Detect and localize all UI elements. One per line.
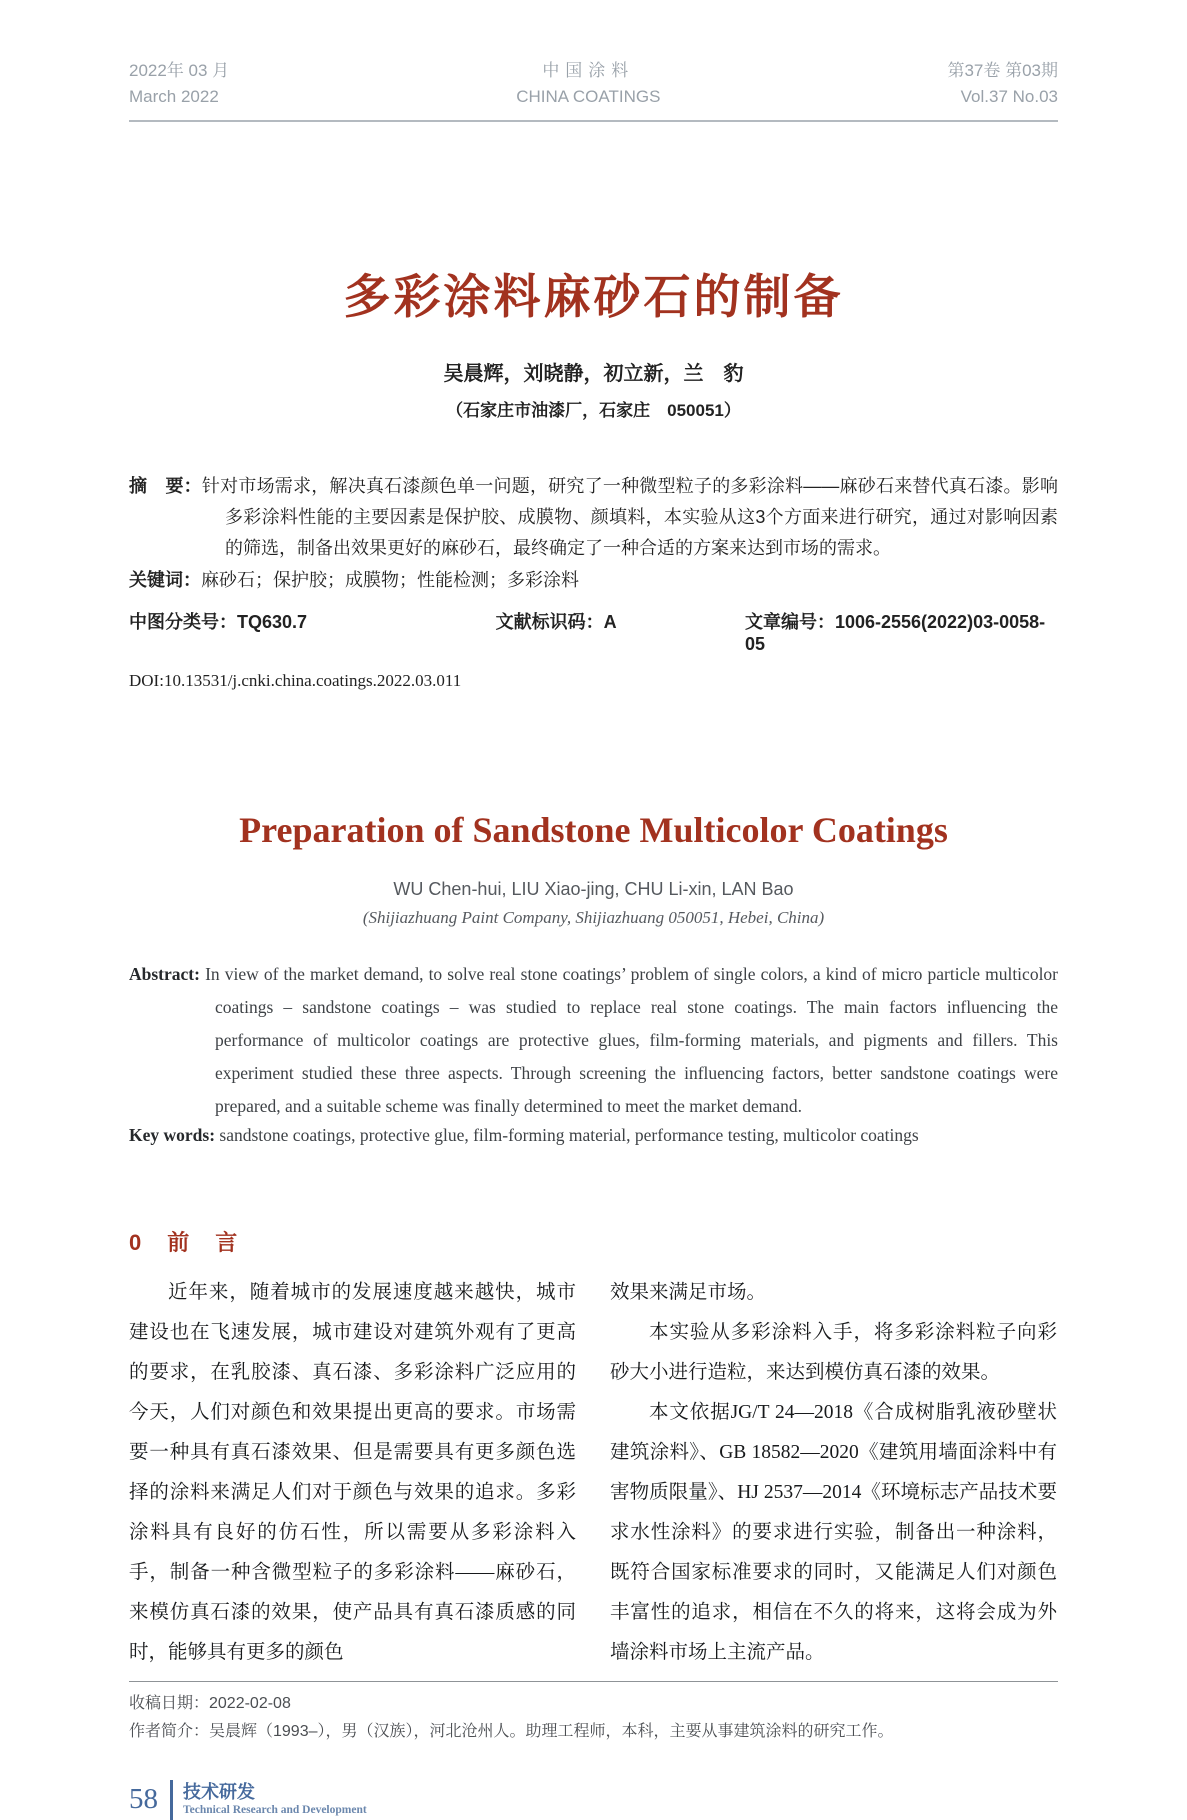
authors-cn: 吴晨辉，刘晓静，初立新，兰 豹 <box>443 362 744 385</box>
footer-column-name <box>183 1782 367 1818</box>
classification-row <box>129 608 1058 655</box>
header-date-en: March 2022 <box>129 87 219 107</box>
footnotes <box>129 1690 1058 1746</box>
clc-number: 中图分类号：TQ630.7 <box>129 611 308 632</box>
paragraph: 本文依据JG/T 24—2018《合成树脂乳液砂壁状建筑涂料》、GB 18582—2020《建筑用墙面涂料中有害物质限量》、HJ 2537—2014《环境标志产品技术要求水性涂料》的要求进行实验，制备出一种涂料，既符合国家标准要求的同时，又能满足人们对颜色丰富性的追求，相信在不久的将来，这将会成为外墙涂料市场上主流产品。 <box>610 1401 1057 1663</box>
page-footer <box>129 1780 1058 1820</box>
affiliation-en: (Shijiazhuang Paint Company, Shijiazhuang 050051, Hebei, China) <box>362 907 825 927</box>
header-journal-name <box>516 58 660 111</box>
paragraph: 效果来满足市场。 <box>610 1281 767 1303</box>
footer-column-cn: 技术研发 <box>183 1781 255 1802</box>
header-issue <box>947 58 1058 111</box>
document-code: 文献标识码：A <box>495 611 617 632</box>
header-date-cn: 2022年 03 月 <box>129 61 230 80</box>
header-issue-cn: 第37卷 第03期 <box>947 61 1058 80</box>
journal-header <box>129 58 1058 122</box>
section-number: 0 <box>129 1229 142 1255</box>
article-title-cn: 多彩涂料麻砂石的制备 <box>343 269 844 323</box>
abstract-cn <box>129 471 1058 564</box>
keywords-en <box>129 1125 1058 1146</box>
authors-en: WU Chen-hui, LIU Xiao-jing, CHU Li-xin, LAN Bao <box>393 878 794 899</box>
footer-divider-bar <box>170 1780 173 1820</box>
article-title-en: Preparation of Sandstone Multicolor Coatings <box>239 809 948 850</box>
section-heading <box>129 1226 1058 1257</box>
keywords-cn-label: 关键词： <box>129 569 201 590</box>
abstract-cn-text: 针对市场需求，解决真石漆颜色单一问题，研究了一种微型粒子的多彩涂料——麻砂石来替代真石漆。影响多彩涂料性能的主要因素是保护胶、成膜物、颜填料，本实验从这3个方面来进行研究，通过对影响因素的筛选，制备出效果更好的麻砂石，最终确定了一种合适的方案来达到市场的需求。 <box>201 475 1059 558</box>
article-id: 文章编号：1006-2556(2022)03-0058-05 <box>744 611 1046 654</box>
paragraph: 本实验从多彩涂料入手，将多彩涂料粒子向彩砂大小进行造粒，来达到模仿真石漆的效果。 <box>610 1321 1057 1383</box>
page-number: 58 <box>129 1783 158 1816</box>
abstract-en <box>129 958 1058 1123</box>
left-column <box>129 1273 576 1673</box>
abstract-cn-label: 摘 要： <box>129 475 202 496</box>
abstract-en-label: Abstract: <box>129 963 200 984</box>
abstract-en-text: In view of the market demand, to solve real stone coatings’ problem of single colors, a kind of micro particle multicolor coatings – sandstone coatings – was studied to replace real stone coatings. The main factors influencing the performance of multicolor coatings are protective glues, film-forming materials, and pigments and fillers. This experiment studied these three aspects. Through screening the influencing factors, better sandstone coatings were prepared, and a suitable scheme was finally determined to meet the market demand. <box>205 963 1059 1116</box>
affiliation-cn: （石家庄市油漆厂，石家庄 050051） <box>446 400 741 420</box>
doi: DOI:10.13531/j.cnki.china.coatings.2022.03.011 <box>129 670 462 690</box>
section-title: 前言 <box>167 1229 264 1255</box>
received-date: 收稿日期：2022-02-08 <box>129 1694 291 1712</box>
header-date <box>129 58 229 111</box>
keywords-cn <box>129 566 1058 592</box>
journal-name-en: CHINA COATINGS <box>516 87 661 107</box>
keywords-cn-text: 麻砂石；保护胶；成膜物；性能检测；多彩涂料 <box>201 569 579 590</box>
footnote-divider <box>129 1681 1058 1682</box>
journal-name-cn: 中国涂料 <box>542 61 635 80</box>
right-column <box>610 1273 1057 1673</box>
footer-column-en: Technical Research and Development <box>183 1803 367 1816</box>
keywords-en-label: Key words: <box>129 1124 216 1145</box>
keywords-en-text: sandstone coatings, protective glue, film-forming material, performance testing, multicolor coatings <box>219 1124 919 1145</box>
paragraph: 近年来，随着城市的发展速度越来越快，城市建设也在飞速发展，城市建设对建筑外观有了更高的要求，在乳胶漆、真石漆、多彩涂料广泛应用的今天，人们对颜色和效果提出更高的要求。市场需要一种具有真石漆效果、但是需要具有更多颜色选择的涂料来满足人们对于颜色与效果的追求。多彩涂料具有良好的仿石性，所以需要从多彩涂料入手，制备一种含微型粒子的多彩涂料——麻砂石，来模仿真石漆的效果，使产品具有真石漆质感的同时，能够具有更多的颜色 <box>129 1281 576 1663</box>
author-bio: 作者简介：吴晨辉（1993–），男（汉族），河北沧州人。助理工程师，本科，主要从事建筑涂料的研究工作。 <box>129 1722 894 1740</box>
header-issue-en: Vol.37 No.03 <box>960 87 1058 107</box>
body-columns <box>129 1273 1058 1673</box>
